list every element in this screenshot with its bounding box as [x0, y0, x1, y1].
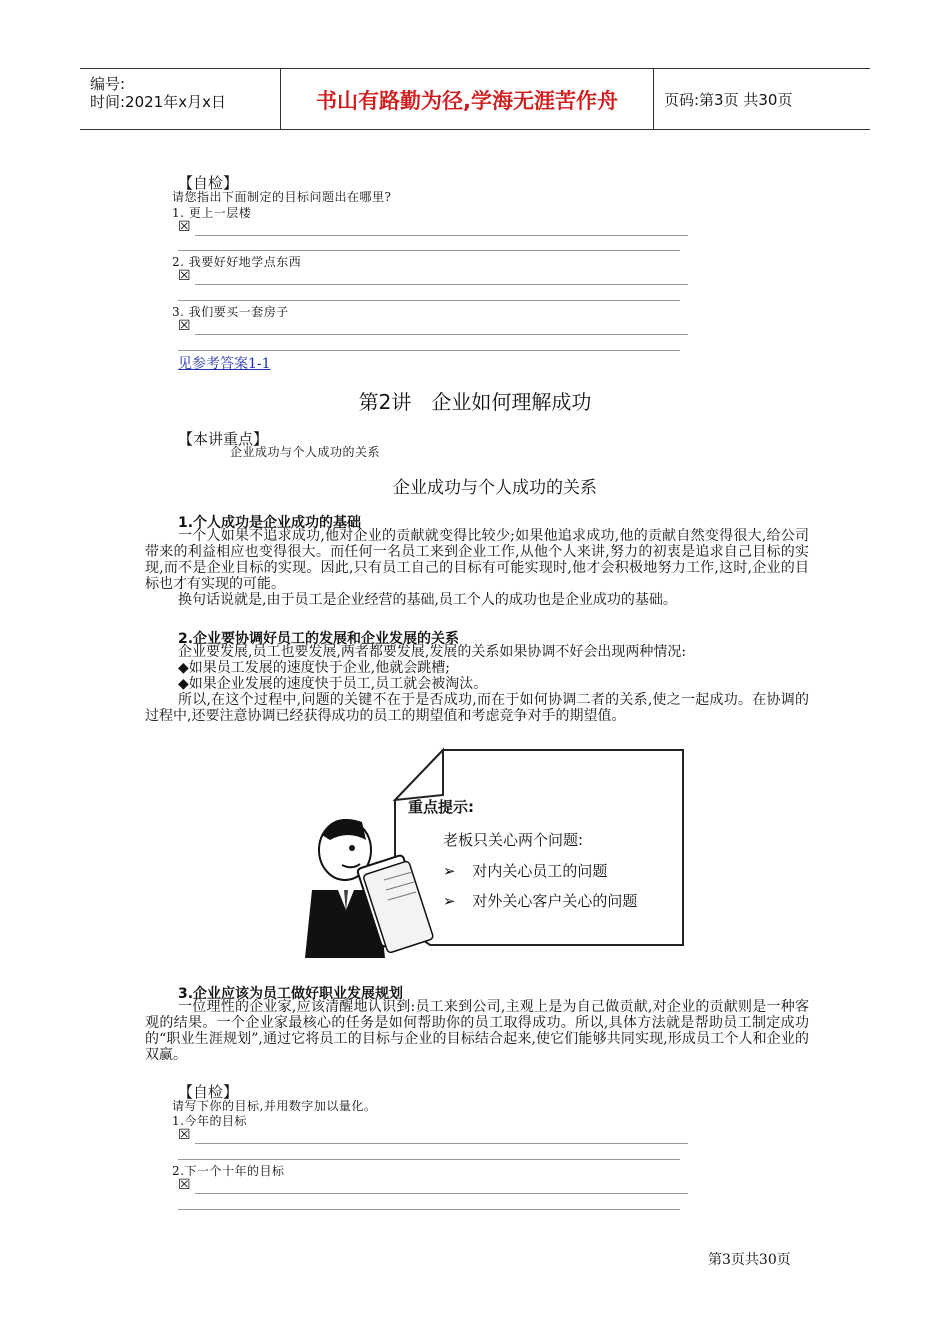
self-check-item-1: 1. 更上一层楼 — [172, 206, 252, 220]
tip-item-text: 对内关心员工的问题 — [472, 862, 608, 880]
page-code: 页码:第3页 共30页 — [664, 91, 793, 109]
self-check-item-1: 1.今年的目标 — [172, 1114, 247, 1128]
tip-item-text: 对外关心客户关心的问题 — [472, 892, 638, 910]
time-label: 时间:2021年x月x日 — [90, 93, 226, 111]
header-meta-cell — [80, 69, 281, 129]
tip-item-2 — [443, 890, 637, 911]
bullet-item: ◆如果企业发展的速度快于员工,员工就会被淘汰。 — [178, 676, 488, 692]
focus-heading: 【本讲重点】 — [178, 430, 269, 448]
self-check-heading: 【自检】 — [178, 1083, 239, 1101]
answer-line[interactable] — [195, 334, 688, 335]
checkbox-icon[interactable]: ☒ — [178, 318, 191, 334]
subsection-1-body — [145, 528, 809, 608]
self-check-prompt: 请您指出下面制定的目标问题出在哪里? — [172, 190, 392, 204]
answer-line[interactable] — [178, 1209, 680, 1210]
checkbox-icon[interactable]: ☒ — [178, 1127, 191, 1143]
tip-fold — [395, 750, 443, 800]
subsection-2-body — [145, 644, 809, 724]
self-check-item-2: 2. 我要好好地学点东西 — [172, 255, 302, 269]
header-motto-cell — [281, 69, 654, 129]
answer-line[interactable] — [178, 1159, 680, 1160]
answer-line[interactable] — [195, 1143, 688, 1144]
checkbox-icon[interactable]: ☒ — [178, 219, 191, 235]
paragraph: 一个人如果不追求成功,他对企业的贡献就变得比较少;如果他追求成功,他的贡献自然变得很大,给公司带来的利益相应也变得很大。而任何一名员工来到企业工作,从他个人来讲,努力的初衷是追求自己目标的实现,而不是企业目标的实现。因此,只有员工自己的目标有可能实现时,他才会积极地努力工作,这时,企业的目标也才有实现的可能。 — [145, 528, 809, 592]
self-check-item-3: 3. 我们要买一套房子 — [172, 305, 289, 319]
self-check-heading: 【自检】 — [178, 174, 239, 192]
motto: 书山有路勤为径,学海无涯苦作舟 — [316, 89, 618, 113]
section-title: 企业成功与个人成功的关系 — [393, 478, 597, 498]
lecture-title: 第2讲 企业如何理解成功 — [358, 390, 592, 414]
paragraph: 换句话说就是,由于员工是企业经营的基础,员工个人的成功也是企业成功的基础。 — [178, 592, 677, 608]
checkbox-icon[interactable]: ☒ — [178, 1177, 191, 1193]
self-check-prompt: 请写下你的目标,并用数字加以量化。 — [172, 1099, 377, 1113]
focus-item: 企业成功与个人成功的关系 — [230, 445, 381, 459]
arrow-bullet-icon: ➢ — [443, 862, 456, 880]
answer-line[interactable] — [195, 235, 688, 236]
key-point-illustration — [300, 740, 700, 965]
arrow-bullet-icon: ➢ — [443, 892, 456, 910]
page-footer: 第3页共30页 — [708, 1252, 791, 1268]
tip-item-1 — [443, 860, 607, 881]
answer-reference-link[interactable]: 见参考答案1-1 — [178, 356, 271, 372]
answer-line[interactable] — [195, 1193, 688, 1194]
tip-heading: 重点提示: — [408, 798, 474, 816]
number-label: 编号: — [90, 75, 126, 93]
tip-line: 老板只关心两个问题: — [443, 831, 584, 849]
subsection-3-body — [145, 999, 809, 1063]
document-header — [80, 68, 870, 130]
answer-line[interactable] — [178, 300, 680, 301]
answer-line[interactable] — [195, 284, 688, 285]
subsection-2-title: 2.企业要协调好员工的发展和企业发展的关系 — [178, 631, 460, 647]
bullet-item: ◆如果员工发展的速度快于企业,他就会跳槽; — [178, 660, 450, 676]
self-check-item-2: 2.下一个十年的目标 — [172, 1164, 285, 1178]
answer-line[interactable] — [178, 350, 680, 351]
subsection-1-title: 1.个人成功是企业成功的基础 — [178, 515, 362, 531]
header-page-cell — [654, 69, 870, 129]
subsection-3-title: 3.企业应该为员工做好职业发展规划 — [178, 986, 404, 1002]
answer-line[interactable] — [178, 250, 680, 251]
paragraph: 一位理性的企业家,应该清醒地认识到:员工来到公司,主观上是为自己做贡献,对企业的贡献则是一种客观的结果。一个企业家最核心的任务是如何帮助你的员工取得成功。所以,具体方法就是帮助员工制定成功的“职业生涯规划”,通过它将员工的目标与企业的目标结合起来,使它们能够共同实现,形成员工个人和企业的双赢。 — [145, 999, 809, 1063]
checkbox-icon[interactable]: ☒ — [178, 268, 191, 284]
paragraph: 企业要发展,员工也要发展,两者都要发展,发展的关系如果协调不好会出现两种情况: — [178, 644, 687, 660]
paragraph: 所以,在这个过程中,问题的关键不在于是否成功,而在于如何协调二者的关系,使之一起成功。在协调的过程中,还要注意协调已经获得成功的员工的期望值和考虑竞争对手的期望值。 — [145, 692, 809, 724]
